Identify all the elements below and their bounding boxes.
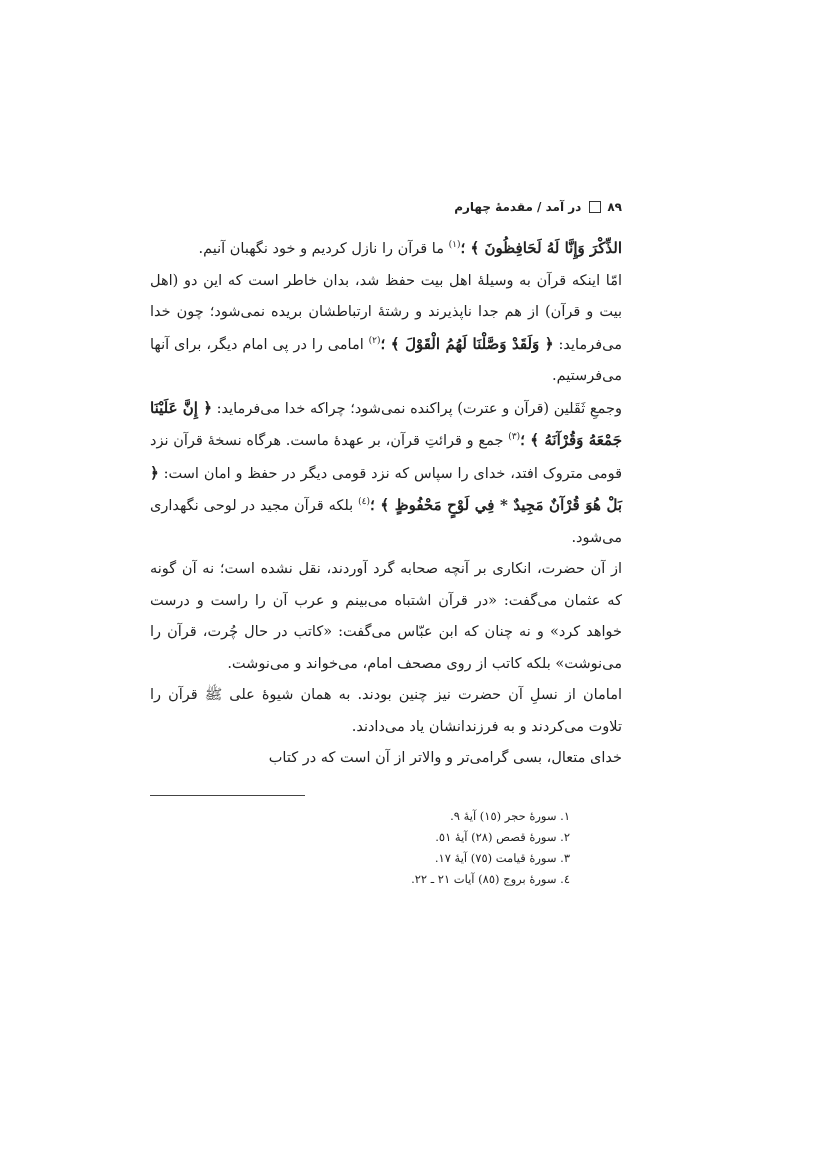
book-page	[150, 195, 622, 890]
footnote-rule	[150, 795, 305, 796]
paragraph-4: از آن حضرت، انکاری بر آنچه صحابه گرد آوردند، نقل نشده است؛ نه آن گونه که عثمان می‌گفت: «در قرآن اشتباه می‌بینم و عرب آن را راست و درست خواهد کرد» و نه چنان که ابن عبّاس می‌گفت: «کاتب در حال چُرت، قرآن را می‌نوشت» بلکه کاتب از روی مصحف امام، می‌خواند و می‌نوشت.	[150, 561, 622, 672]
paragraph-5: امامان از نسلِ آن حضرت نیز چنین بودند. به همان شیوهٔ علی ﷺ قرآن را تلاوت می‌کردند و به فرزندانشان یاد می‌دادند.	[150, 687, 622, 735]
paragraph-3-text-a: وجمعِ ثَقَلین (قرآن و عترت) پراکنده نمی‌شود؛ چراکه خدا می‌فرماید:	[211, 400, 622, 417]
quran-verse-2: ﴿ وَلَقَدْ وَصَّلْنَا لَهُمُ الْقَوْلَ ﴾ ؛	[380, 334, 554, 353]
square-ornament-icon	[589, 201, 601, 213]
paragraph-2-text-b: امامی را در پی امام دیگر، برای آنها می‌فرستیم.	[150, 336, 622, 384]
paragraph-3	[150, 393, 622, 555]
footnote-1: ١. سورهٔ حجر (١٥) آیهٔ ٩.	[450, 808, 570, 823]
paragraph-3-text-c: بلکه قرآن مجید در لوحی نگهداری می‌شود.	[150, 498, 622, 546]
footnote-ref-3: (٣)	[508, 432, 521, 443]
main-text	[150, 233, 622, 775]
quran-verse-3: ﴿ إِنَّ عَلَيْنَا جَمْعَهُ وَقُرْآنَهُ ﴾ ؛	[150, 398, 622, 449]
footnote-ref-2: (٢)	[368, 335, 381, 346]
page-header	[150, 195, 622, 219]
footnote-2: ٢. سورهٔ قصص (٢٨) آیهٔ ٥١.	[435, 829, 570, 844]
footnote-3: ٣. سورهٔ قیامت (٧٥) آیهٔ ١٧.	[434, 850, 570, 865]
footnote-ref-1: (١)	[448, 240, 461, 251]
paragraph-1	[150, 233, 622, 266]
paragraph-2	[150, 266, 622, 393]
quran-verse-4: ﴿ بَلْ هُوَ قُرْآنٌ مَجِيدٌ * فِي لَوْحٍ مَحْفُوظٍ ﴾ ؛	[150, 463, 622, 514]
footnote-separator	[150, 795, 622, 806]
paragraph-1-text: ما قرآن را نازل کردیم و خود نگهبان آنیم.	[198, 241, 449, 257]
paragraph-6: خدای متعال، بسی گرامی‌تر و والاتر از آن است که در کتاب	[268, 750, 622, 766]
footnotes	[150, 806, 622, 890]
paragraph-2-text-a: امّا اینکه قرآن به وسیلهٔ اهل بیت حفظ شد، بدان خاطر است که این دو (اهل بیت و قرآن) از هم جدا ناپذیرند و رشتهٔ ارتباطشان بریده نمی‌شود؛ چون خدا می‌فرماید:	[150, 272, 622, 353]
paragraph-3-text-b: جمع و قرائتِ قرآن، بر عهدهٔ ماست. هرگاه نسخهٔ قرآن نزد قومی متروک افتد، خدای را سپاس که نزد قومی دیگر در حفظ و امان است:	[150, 433, 622, 482]
footnote-4: ٤. سورهٔ بروج (٨٥) آیات ٢١ ـ ٢٢.	[411, 871, 570, 886]
running-title: در آمد / مقدمهٔ چهارم	[454, 200, 582, 214]
page-number: ٨٩	[607, 200, 622, 214]
quran-verse-1: الذِّكْرَ وَإِنَّا لَهُ لَحَافِظُونَ ﴾ ؛	[460, 239, 622, 257]
footnote-ref-4: (٤)	[358, 497, 371, 508]
